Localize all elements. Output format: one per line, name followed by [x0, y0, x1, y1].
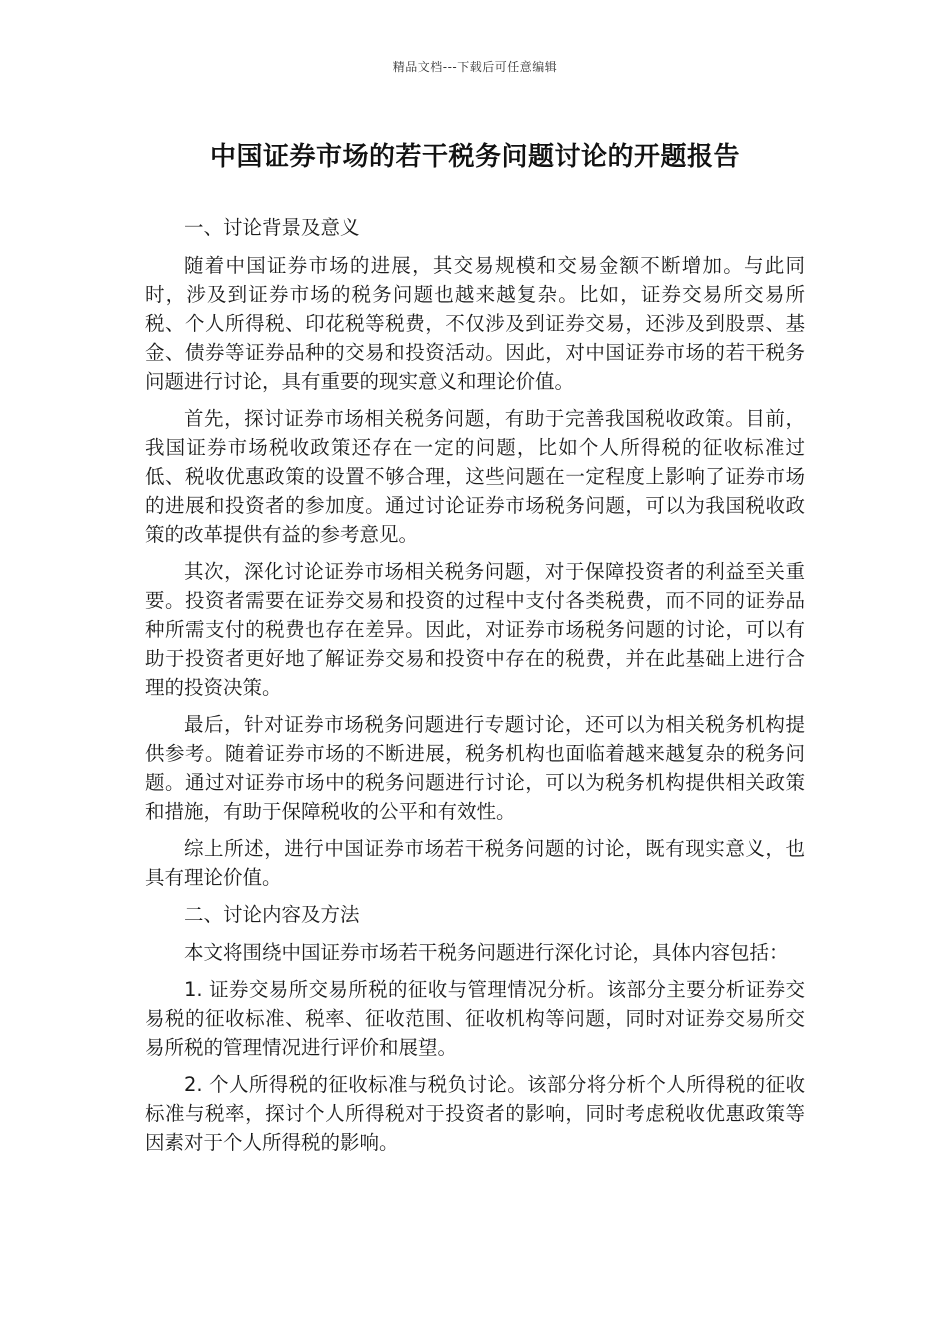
list-item: 2. 个人所得税的征收标准与税负讨论。该部分将分析个人所得税的征收标准与税率，探讨个人所得税对于投资者的影响，同时考虑税收优惠政策等因素对于个人所得税的影响。 — [145, 1073, 805, 1154]
list-item: 1. 证券交易所交易所税的征收与管理情况分析。该部分主要分析证券交易税的征收标准、税率、征收范围、征收机构等问题，同时对证券交易所交易所税的管理情况进行评价和展望。 — [145, 978, 805, 1059]
document-title: 中国证券市场的若干税务问题讨论的开题报告 — [209, 142, 740, 172]
paragraph: 其次，深化讨论证券市场相关税务问题，对于保障投资者的利益至关重要。投资者需要在证券交易和投资的过程中支付各类税费，而不同的证券品种所需支付的税费也存在差异。因此，对证券市场税务问题的讨论，可以有助于投资者更好地了解证券交易和投资中存在的税费，并在此基础上进行合理的投资决策。 — [145, 560, 805, 699]
section-heading-content-method: 二、讨论内容及方法 — [184, 903, 360, 926]
document-body — [145, 213, 805, 1165]
paragraph: 本文将围绕中国证券市场若干税务问题进行深化讨论，具体内容包括： — [184, 941, 789, 964]
paragraph: 最后，针对证券市场税务问题进行专题讨论，还可以为相关税务机构提供参考。随着证券市场的不断进展，税务机构也面临着越来越复杂的税务问题。通过对证券市场中的税务问题进行讨论，可以为税务机构提供相关政策和措施，有助于保障税收的公平和有效性。 — [145, 713, 805, 823]
section-heading-background: 一、讨论背景及意义 — [184, 216, 360, 239]
paragraph: 首先，探讨证券市场相关税务问题，有助于完善我国税收政策。目前，我国证券市场税收政策还存在一定的问题，比如个人所得税的征收标准过低、税收优惠政策的设置不够合理，这些问题在一定程度上影响了证券市场的进展和投资者的参加度。通过讨论证券市场税务问题，可以为我国税收政策的改革提供有益的参考意见。 — [145, 407, 805, 546]
paragraph: 随着中国证券市场的进展，其交易规模和交易金额不断增加。与此同时，涉及到证券市场的税务问题也越来越复杂。比如，证券交易所交易所税、个人所得税、印花税等税费，不仅涉及到证券交易，还涉及到股票、基金、债券等证券品种的交易和投资活动。因此，对中国证券市场的若干税务问题进行讨论，具有重要的现实意义和理论价值。 — [145, 254, 805, 393]
paragraph: 综上所述，进行中国证券市场若干税务问题的讨论，既有现实意义，也具有理论价值。 — [145, 837, 805, 889]
header-note: 精品文档---下载后可任意编辑 — [392, 60, 558, 74]
